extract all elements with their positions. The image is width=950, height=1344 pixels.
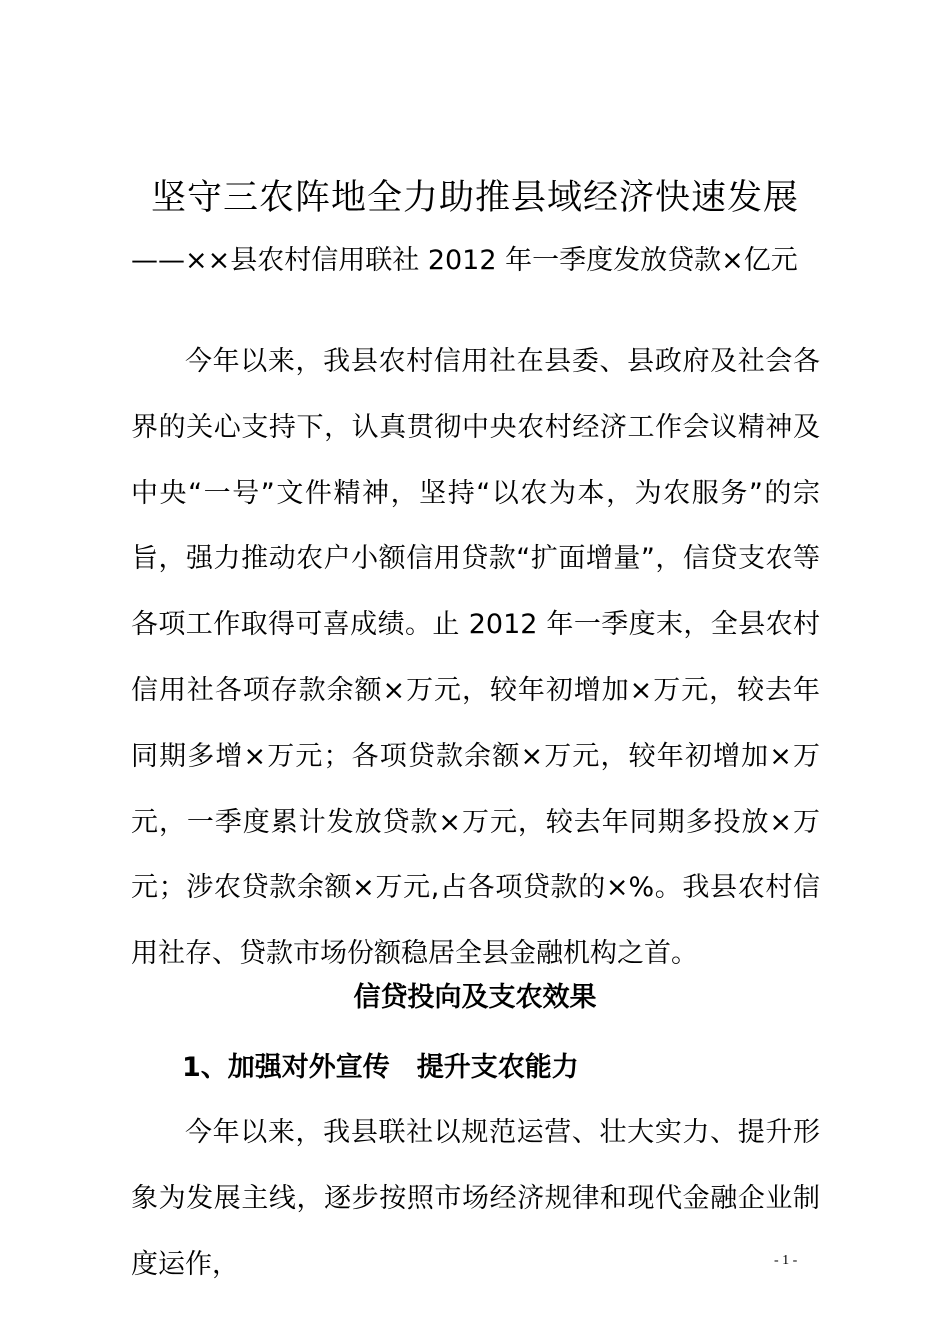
page-number: - 1 - (774, 1253, 798, 1268)
body-paragraph-intro: 今年以来，我县农村信用社在县委、县政府及社会各界的关心支持下，认真贯彻中央农村经济工作会议精神及中央“一号”文件精神，坚持“以农为本，为农服务”的宗旨，强力推动农户小额信用贷款“扩面增量”，信贷支农等各项工作取得可喜成绩。止 2012 年一季度末，全县农村信用社各项存款余额×万元，较年初增加×万元，较去年同期多增×万元；各项贷款余额×万元，较年初增加×万元，一季度累计发放贷款×万元，较去年同期多投放×万元；涉农贷款余额×万元,占各项贷款的×%。我县农村信用社存、贷款市场份额稳居全县金融机构之首。 (131, 346, 820, 970)
document-title: 坚守三农阵地全力助推县域经济快速发展 (150, 178, 799, 218)
section-title: 信贷投向及支农效果 (353, 982, 597, 1013)
document-subtitle: ——××县农村信用联社 2012 年一季度发放贷款×亿元 (131, 245, 798, 276)
sub-heading: 1、加强对外宣传 提升支农能力 (182, 1052, 579, 1083)
body-paragraph-section: 今年以来，我县联社以规范运营、壮大实力、提升形象为发展主线，逐步按照市场经济规律和现代金融企业制度运作， (131, 1117, 820, 1280)
